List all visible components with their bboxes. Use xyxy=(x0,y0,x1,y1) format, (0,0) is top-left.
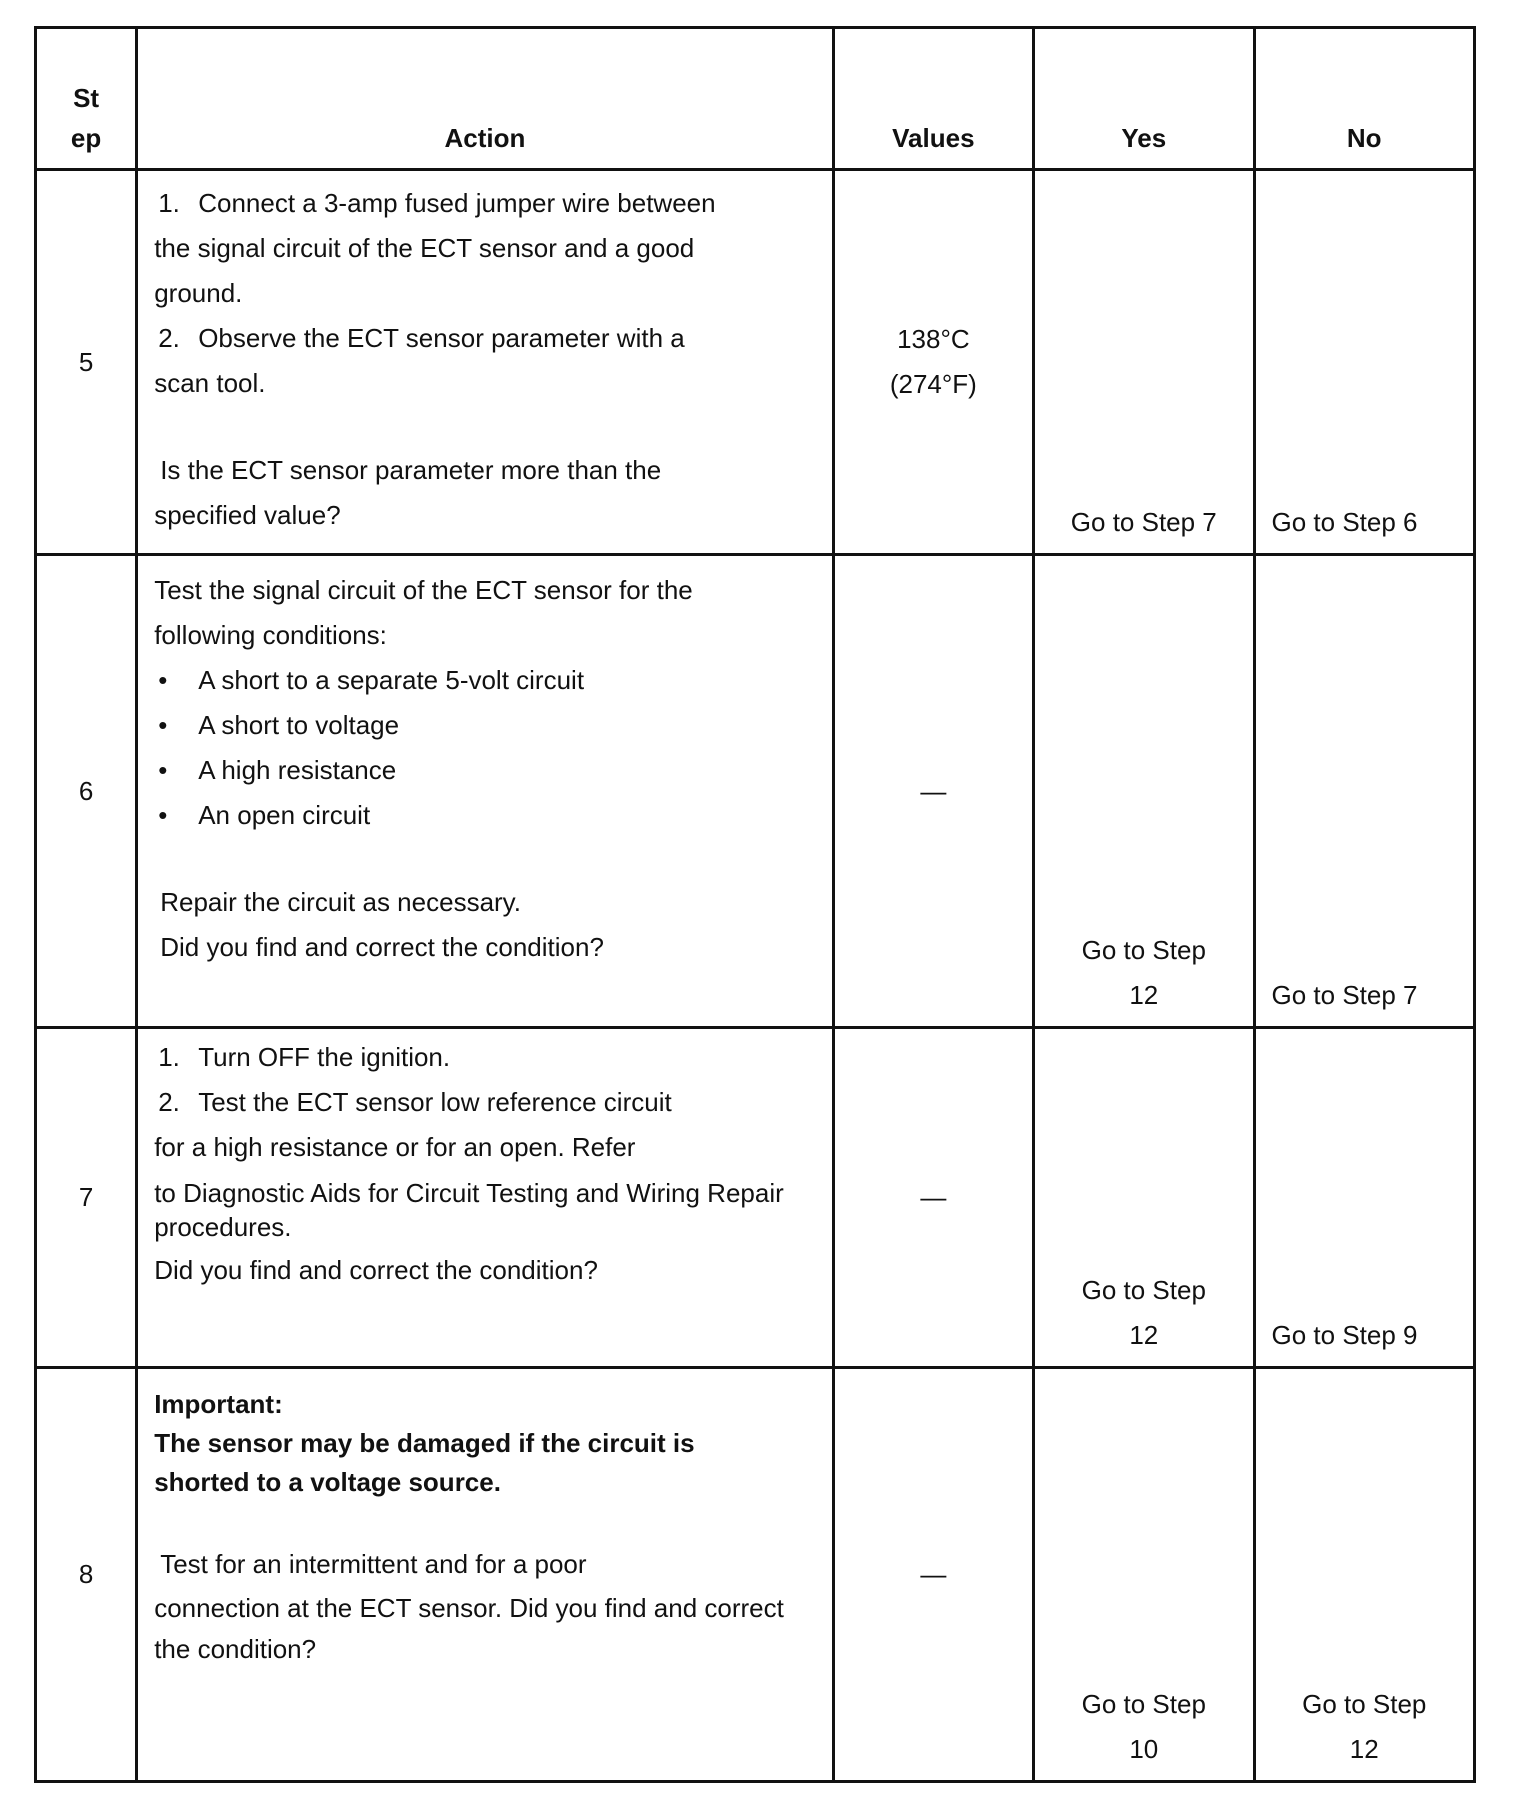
step-number: 6 xyxy=(36,555,137,1028)
yes-cell xyxy=(1034,1028,1254,1368)
values-cell xyxy=(833,555,1033,1028)
header-values: Values xyxy=(833,28,1033,170)
bullet-mark: • xyxy=(158,800,168,830)
no-go-to-step: Go to Step 7 xyxy=(1271,980,1418,1010)
yes-cell xyxy=(1034,1368,1254,1782)
action-text: the signal circuit of the ECT sensor and a good xyxy=(154,233,695,263)
bullet-text: A short to a separate 5-volt circuit xyxy=(198,665,585,695)
value-dash: — xyxy=(920,775,947,806)
bullet-text: An open circuit xyxy=(198,800,371,830)
bullet-text: A high resistance xyxy=(198,755,397,785)
action-text: to Diagnostic Aids for Circuit Testing and Wiring Repair xyxy=(154,1178,784,1208)
no-cell xyxy=(1254,170,1475,555)
yes-text: Go to Step xyxy=(1081,1275,1206,1305)
question-text: the condition? xyxy=(154,1634,317,1664)
values-cell xyxy=(833,1368,1033,1782)
step-number: 5 xyxy=(36,170,137,555)
value-fahrenheit: (274°F) xyxy=(889,369,977,399)
action-cell xyxy=(137,1368,833,1782)
yes-go-to-step xyxy=(1035,1268,1252,1358)
action-cell xyxy=(137,170,833,555)
value-celsius: 138°C xyxy=(897,324,970,354)
bullet-mark: • xyxy=(158,755,168,785)
values-cell xyxy=(833,170,1033,555)
table-row xyxy=(36,1368,1475,1782)
list-number: 1. xyxy=(158,1042,180,1072)
action-text: Connect a 3-amp fused jumper wire between xyxy=(198,188,716,218)
no-cell xyxy=(1254,1368,1475,1782)
question-text: Did you find and correct the condition? xyxy=(160,932,604,962)
table-row xyxy=(36,1028,1475,1368)
list-number: 2. xyxy=(158,1087,180,1117)
table-row xyxy=(36,555,1475,1028)
header-yes: Yes xyxy=(1034,28,1254,170)
action-text: Test the signal circuit of the ECT sensor for the xyxy=(154,575,693,605)
action-cell xyxy=(137,555,833,1028)
bullet-item xyxy=(154,748,827,793)
no-step-number: 12 xyxy=(1349,1734,1379,1764)
action-text: procedures. xyxy=(154,1212,292,1242)
no-go-to-step: Go to Step 9 xyxy=(1271,1320,1418,1350)
header-step-line2: ep xyxy=(70,123,102,153)
action-text: Repair the circuit as necessary. xyxy=(160,887,521,917)
value-dash: — xyxy=(920,1182,947,1212)
bullet-mark: • xyxy=(158,665,168,695)
diagnostic-table xyxy=(34,26,1476,1783)
bullet-item xyxy=(154,793,827,838)
no-cell xyxy=(1254,555,1475,1028)
action-text: scan tool. xyxy=(154,368,266,398)
action-text: connection at the ECT sensor. Did you find and correct xyxy=(154,1593,784,1623)
header-no: No xyxy=(1254,28,1475,170)
action-text: Observe the ECT sensor parameter with a xyxy=(198,323,685,353)
yes-go-to-step xyxy=(1035,928,1252,1018)
yes-cell xyxy=(1034,170,1254,555)
action-line xyxy=(154,181,827,226)
important-label: Important: xyxy=(154,1389,283,1419)
bullet-item xyxy=(154,703,827,748)
table-row xyxy=(36,170,1475,555)
question-text: Did you find and correct the condition? xyxy=(154,1255,598,1285)
action-line xyxy=(154,316,827,361)
values-cell xyxy=(833,1028,1033,1368)
yes-go-to-step: Go to Step 7 xyxy=(1070,507,1217,537)
step-number: 7 xyxy=(36,1028,137,1368)
no-go-to-step xyxy=(1256,1682,1474,1772)
action-line xyxy=(154,1080,827,1125)
header-step xyxy=(36,28,137,170)
yes-go-to-step xyxy=(1035,1682,1252,1772)
yes-cell xyxy=(1034,555,1254,1028)
action-text: ground. xyxy=(154,278,243,308)
yes-step-number: 10 xyxy=(1129,1734,1159,1764)
list-number: 1. xyxy=(158,188,180,218)
header-step-line1: St xyxy=(73,83,100,113)
warning-text: shorted to a voltage source. xyxy=(154,1467,501,1497)
bullet-item xyxy=(154,658,827,703)
no-cell xyxy=(1254,1028,1475,1368)
no-text: Go to Step xyxy=(1302,1689,1427,1719)
list-number: 2. xyxy=(158,323,180,353)
header-action: Action xyxy=(137,28,833,170)
no-go-to-step: Go to Step 6 xyxy=(1271,507,1418,537)
step-number: 8 xyxy=(36,1368,137,1782)
action-text: Turn OFF the ignition. xyxy=(198,1042,451,1072)
yes-step-number: 12 xyxy=(1129,1320,1159,1350)
question-text: specified value? xyxy=(154,500,341,530)
action-text: Test for an intermittent and for a poor xyxy=(160,1549,587,1579)
yes-text: Go to Step xyxy=(1081,1689,1206,1719)
bullet-mark: • xyxy=(158,710,168,740)
action-text: for a high resistance or for an open. Refer xyxy=(154,1132,636,1162)
action-text: following conditions: xyxy=(154,620,387,650)
yes-step-number: 12 xyxy=(1129,980,1159,1010)
warning-text: The sensor may be damaged if the circuit is xyxy=(154,1428,695,1458)
header-row xyxy=(36,28,1475,170)
action-text: Test the ECT sensor low reference circuit xyxy=(198,1087,672,1117)
yes-text: Go to Step xyxy=(1081,935,1206,965)
value-dash: — xyxy=(920,1559,947,1589)
bullet-text: A short to voltage xyxy=(198,710,400,740)
action-cell xyxy=(137,1028,833,1368)
question-text: Is the ECT sensor parameter more than the xyxy=(160,455,662,485)
action-line xyxy=(154,1035,827,1080)
